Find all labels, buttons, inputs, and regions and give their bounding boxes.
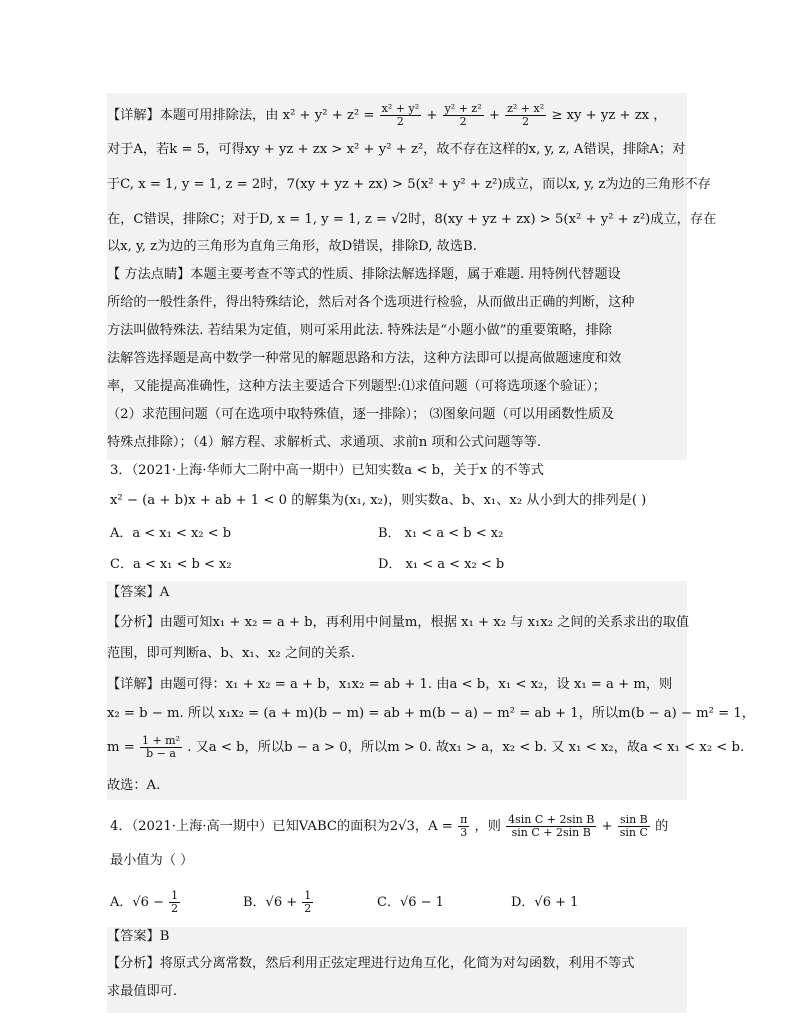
fraction: $\frac{1}{2}$	[304, 889, 312, 915]
method-line-4: 法解答选择题是高中数学一种常见的解题思路和方法，这种方法即可以提高做题速度和效	[107, 351, 622, 366]
method-line-3: 方法叫做特殊法. 若结果为定值，则可采用此法. 特殊法是“小题小做”的重要策略，排除	[107, 323, 612, 338]
q3-detail-3: m = $\frac{\text{1 + m²}}{b - a}$ . 又a < b，所以b − a > 0，所以m > 0. 故x₁ > a，x₂ < b. 又 x₁ < x₂，故a < x₁ < x₂ < b.	[107, 734, 745, 760]
fraction: $\frac{\text{x² + y²}}{2}$	[381, 102, 420, 128]
question-3-line-2: x² − (a + b)x + ab + 1 < 0 的解集为(x₁, x₂)，则实数a、b、x₁、x₂ 从小到大的排列是( )	[110, 493, 647, 508]
q3-answer: 【答案】A	[107, 585, 170, 600]
question-4-line-2: 最小值为（ ）	[110, 853, 194, 868]
method-line-7: 特殊点排除）；（4）解方程、求解析式、求通项、求前n 项和公式问题等等.	[107, 435, 542, 450]
fraction: $\frac{\text{sin B}}{\text{sin C}}$	[619, 813, 648, 839]
q4-answer: 【答案】B	[107, 929, 170, 944]
method-line-6: （2）求范围问题（可在选项中取特殊值，逐一排除）； ⑶图象问题（可以用函数性质及	[107, 407, 615, 422]
method-line-5: 率，又能提高准确性，这种方法主要适合下列题型:⑴求值问题（可将选项逐个验证）；	[107, 379, 606, 394]
question-3-line-1: 3．（2021·上海·华师大二附中高一期中）已知实数a < b，关于x 的不等式	[110, 463, 544, 478]
q3-analysis-1: 【分析】由题可知x₁ + x₂ = a + b，再利用中间量m，根据 x₁ + x₂ 与 x₁x₂ 之间的关系求出的取值	[107, 615, 690, 630]
q3-analysis-2: 范围，即可判断a、b、x₁、x₂ 之间的关系.	[107, 646, 355, 661]
fraction: $\frac{\text{y² + z²}}{2}$	[444, 102, 482, 128]
fraction: $\frac{1}{2}$	[171, 889, 179, 915]
detail-line-5: 以x, y, z为边的三角形为直角三角形，故D错误，排除D, 故选B.	[107, 239, 477, 254]
method-line-1: 【 方法点睛】本题主要考查不等式的性质、排除法解选择题，属于难题. 用特例代替题设	[107, 267, 621, 282]
fraction: $\frac{\pi}{3}$	[460, 813, 468, 839]
detail-line-1: 【详解】本题可用排除法，由 x² + y² + z² = $\frac{\text{x² + y²}}{2}$ + $\frac{\text{y² + z²}}{2}$ + $\frac{\text{z² + x²}}{2}$ ≥ xy + yz + zx ，	[107, 102, 667, 128]
q4-option-a: A．√6 − $\frac{1}{2}$	[110, 889, 179, 915]
q4-option-b: B．√6 + $\frac{1}{2}$	[243, 889, 312, 915]
solution-block-q2	[107, 93, 717, 460]
solution-block-q4	[107, 927, 687, 1013]
detail-line-2: 对于A，若k = 5，可得xy + yz + zx > x² + y² + z²，故不存在这样的x, y, z, A错误，排除A；对	[107, 142, 686, 157]
q3-option-a: A．a < x₁ < x₂ < b	[110, 526, 232, 541]
fraction: $\frac{\text{z² + x²}}{2}$	[507, 102, 545, 128]
q3-option-c: C．a < x₁ < b < x₂	[110, 557, 232, 572]
q3-detail-1: 【详解】由题可得：x₁ + x₂ = a + b，x₁x₂ = ab + 1. 由a < b，x₁ < x₂，设 x₁ = a + m，则	[107, 677, 673, 692]
q3-option-b: B． x₁ < a < b < x₂	[378, 526, 504, 541]
method-line-2: 所给的一般性条件，得出特殊结论，然后对各个选项进行检验，从而做出正确的判断，这种	[107, 295, 635, 310]
solution-block-q3	[107, 581, 755, 800]
q4-option-d: D．√6 + 1	[511, 895, 579, 910]
detail-line-4: 在，C错误，排除C；对于D, x = 1, y = 1, z = √2时，8(xy + yz + zx) > 5(x² + y² + z²)成立，存在	[107, 212, 717, 227]
q3-option-d: D． x₁ < a < x₂ < b	[378, 557, 505, 572]
q4-analysis-2: 求最值即可.	[107, 984, 178, 999]
q4-analysis-1: 【分析】将原式分离常数，然后利用正弦定理进行边角互化，化简为对勾函数，利用不等式	[107, 956, 635, 971]
fraction: $\frac{\text{1 + m²}}{b - a}$	[141, 734, 181, 760]
q4-option-c: C．√6 − 1	[377, 895, 444, 910]
q3-detail-4: 故选：A.	[107, 778, 161, 793]
fraction: $\frac{\text{4sin C + 2sin B}}{\text{sin C + 2sin B}}$	[508, 813, 595, 839]
question-4-line-1: 4．（2021·上海·高一期中）已知VABC的面积为2√3，A = $\frac{\pi}{3}$ ，则 $\frac{\text{4sin C + 2sin B}}{\text{sin C + 2sin B}}$ + $\frac{\text{sin B}}{\text{sin C}}$ 的	[110, 813, 669, 839]
q3-detail-2: x₂ = b − m. 所以 x₁x₂ = (a + m)(b − m) = ab + m(b − a) − m² = ab + 1，所以m(b − a) − m² = 1，	[107, 706, 755, 721]
detail-line-3: 于C, x = 1, y = 1, z = 2时，7(xy + yz + zx) > 5(x² + y² + z²)成立，而以x, y, z为边的三角形不存	[107, 177, 711, 192]
